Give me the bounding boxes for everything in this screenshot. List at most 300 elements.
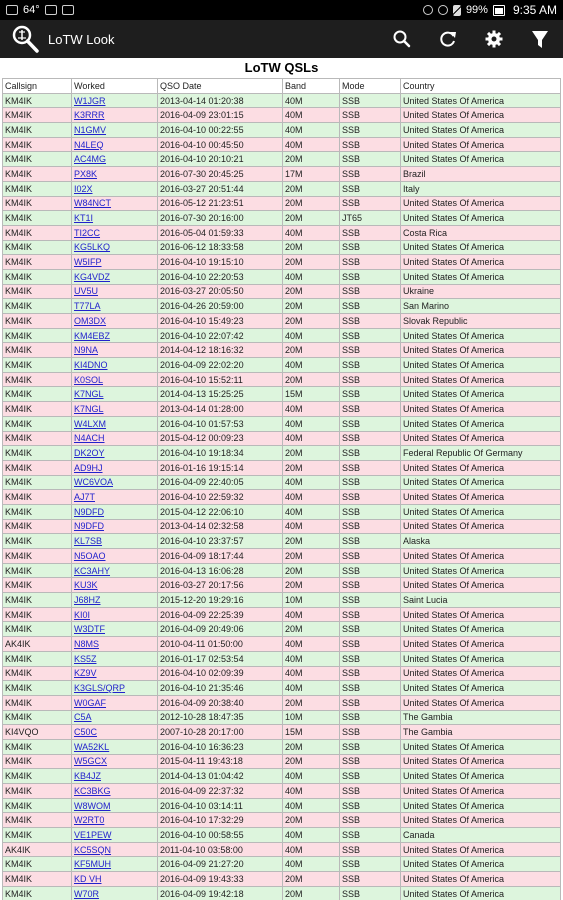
worked-callsign-link[interactable]: K0SOL [74, 374, 104, 385]
worked-cell [72, 637, 158, 652]
band-cell: 40M [283, 769, 340, 784]
table-row[interactable] [3, 681, 561, 696]
worked-callsign-link[interactable]: N5OAO [74, 550, 106, 561]
worked-callsign-link[interactable]: K7NGL [74, 389, 104, 400]
table-row[interactable] [3, 666, 561, 681]
table-row[interactable] [3, 137, 561, 152]
worked-callsign-link[interactable]: N8MS [74, 638, 100, 649]
column-header-mode[interactable]: Mode [340, 79, 401, 94]
callsign-cell: KM4IK [3, 343, 72, 358]
worked-callsign-link[interactable]: KI0I [74, 609, 91, 620]
worked-callsign-link[interactable]: W2RT0 [74, 815, 105, 826]
worked-callsign-link[interactable]: W8WOM [74, 800, 111, 811]
band-cell: 40M [283, 93, 340, 108]
qso-date-cell: 2016-04-10 20:10:21 [158, 152, 283, 167]
worked-cell [72, 549, 158, 564]
worked-cell [72, 123, 158, 138]
worked-callsign-link[interactable]: KU3K [74, 580, 98, 591]
table-row[interactable] [3, 372, 561, 387]
qso-date-cell: 2016-04-09 22:37:32 [158, 784, 283, 799]
callsign-cell: KM4IK [3, 651, 72, 666]
table-row[interactable] [3, 857, 561, 872]
worked-cell [72, 431, 158, 446]
table-row[interactable] [3, 460, 561, 475]
worked-cell [72, 666, 158, 681]
callsign-cell: KM4IK [3, 490, 72, 505]
table-row[interactable] [3, 269, 561, 284]
qso-date-cell: 2015-12-20 19:29:16 [158, 593, 283, 608]
mode-cell: JT65 [340, 211, 401, 226]
worked-cell [72, 240, 158, 255]
callsign-cell: KM4IK [3, 534, 72, 549]
table-row[interactable] [3, 563, 561, 578]
table-row[interactable] [3, 725, 561, 740]
worked-callsign-link[interactable]: AC4MG [74, 154, 107, 165]
band-cell: 40M [283, 431, 340, 446]
qso-date-cell: 2016-06-12 18:33:58 [158, 240, 283, 255]
country-cell: United States Of America [401, 416, 561, 431]
table-row[interactable] [3, 593, 561, 608]
worked-callsign-link[interactable]: KD VH [74, 873, 102, 884]
table-row[interactable] [3, 813, 561, 828]
country-cell: Alaska [401, 534, 561, 549]
gallery-icon [62, 5, 74, 15]
qso-date-cell: 2016-04-10 22:59:32 [158, 490, 283, 505]
settings-icon [484, 29, 504, 49]
mode-cell: SSB [340, 240, 401, 255]
search-icon [392, 29, 412, 49]
band-cell: 40M [283, 328, 340, 343]
worked-callsign-link[interactable]: N4ACH [74, 433, 105, 444]
qso-date-cell: 2015-04-11 19:43:18 [158, 754, 283, 769]
table-row[interactable] [3, 299, 561, 314]
country-cell: United States Of America [401, 372, 561, 387]
table-row[interactable] [3, 343, 561, 358]
qso-date-cell: 2016-04-10 17:32:29 [158, 813, 283, 828]
mode-cell: SSB [340, 196, 401, 211]
worked-cell [72, 416, 158, 431]
callsign-cell: KM4IK [3, 593, 72, 608]
table-row[interactable] [3, 93, 561, 108]
worked-callsign-link[interactable]: KS5Z [74, 653, 97, 664]
country-cell: United States Of America [401, 622, 561, 637]
worked-cell [72, 842, 158, 857]
mode-cell: SSB [340, 299, 401, 314]
worked-cell [72, 343, 158, 358]
callsign-cell: KM4IK [3, 475, 72, 490]
worked-callsign-link[interactable]: KI4DNO [74, 359, 108, 370]
callsign-cell: KM4IK [3, 607, 72, 622]
callsign-cell: KM4IK [3, 872, 72, 887]
band-cell: 20M [283, 813, 340, 828]
callsign-cell: KM4IK [3, 754, 72, 769]
table-row[interactable] [3, 416, 561, 431]
wifi-icon [453, 5, 461, 16]
mode-cell: SSB [340, 754, 401, 769]
country-cell: United States Of America [401, 842, 561, 857]
country-cell: United States Of America [401, 637, 561, 652]
table-row[interactable] [3, 431, 561, 446]
table-row[interactable] [3, 328, 561, 343]
callsign-cell: KM4IK [3, 255, 72, 270]
worked-cell [72, 593, 158, 608]
callsign-cell: KM4IK [3, 798, 72, 813]
table-row[interactable] [3, 475, 561, 490]
worked-callsign-link[interactable]: C5A [74, 712, 92, 723]
table-row[interactable] [3, 739, 561, 754]
column-header-band[interactable]: Band [283, 79, 340, 94]
table-row[interactable] [3, 108, 561, 123]
worked-callsign-link[interactable]: WA52KL [74, 741, 110, 752]
worked-callsign-link[interactable]: VE1PEW [74, 829, 112, 840]
callsign-cell: KM4IK [3, 460, 72, 475]
table-row[interactable] [3, 402, 561, 417]
table-row[interactable] [3, 446, 561, 461]
worked-callsign-link[interactable]: KC3BKG [74, 785, 111, 796]
mode-cell: SSB [340, 181, 401, 196]
worked-cell [72, 225, 158, 240]
band-cell: 20M [283, 739, 340, 754]
table-row[interactable] [3, 622, 561, 637]
table-row[interactable] [3, 284, 561, 299]
table-row[interactable] [3, 152, 561, 167]
page-title: LoTW QSLs [244, 60, 319, 75]
worked-cell [72, 578, 158, 593]
mode-cell: SSB [340, 372, 401, 387]
country-cell: United States Of America [401, 857, 561, 872]
worked-callsign-link[interactable]: K3RRR [74, 110, 105, 121]
qso-date-cell: 2015-04-12 22:06:10 [158, 504, 283, 519]
worked-callsign-link[interactable]: W1JGR [74, 95, 106, 106]
country-cell: United States Of America [401, 137, 561, 152]
qso-date-cell: 2014-04-12 18:16:32 [158, 343, 283, 358]
status-bar-left [6, 4, 74, 16]
mode-cell: SSB [340, 167, 401, 182]
country-cell: United States Of America [401, 387, 561, 402]
mode-cell: SSB [340, 593, 401, 608]
worked-cell [72, 534, 158, 549]
callsign-cell: AK4IK [3, 637, 72, 652]
table-row[interactable] [3, 358, 561, 373]
band-cell: 20M [283, 196, 340, 211]
mode-cell: SSB [340, 460, 401, 475]
worked-cell [72, 563, 158, 578]
worked-cell [72, 299, 158, 314]
mode-cell: SSB [340, 490, 401, 505]
worked-callsign-link[interactable]: N1GMV [74, 124, 107, 135]
qso-date-cell: 2016-04-10 00:22:55 [158, 123, 283, 138]
worked-callsign-link[interactable]: KG4VDZ [74, 271, 111, 282]
callsign-cell: KM4IK [3, 402, 72, 417]
mode-cell: SSB [340, 563, 401, 578]
worked-callsign-link[interactable]: PX8K [74, 168, 98, 179]
qso-date-cell: 2016-05-04 01:59:33 [158, 225, 283, 240]
callsign-cell: KM4IK [3, 431, 72, 446]
mode-cell: SSB [340, 284, 401, 299]
table-row[interactable] [3, 181, 561, 196]
worked-callsign-link[interactable]: W3DTF [74, 624, 105, 635]
worked-cell [72, 328, 158, 343]
table-row[interactable] [3, 314, 561, 329]
mode-cell: SSB [340, 269, 401, 284]
mode-cell: SSB [340, 108, 401, 123]
worked-callsign-link[interactable]: AJ7T [74, 492, 96, 503]
table-row[interactable] [3, 872, 561, 887]
band-cell: 40M [283, 475, 340, 490]
band-cell: 20M [283, 343, 340, 358]
table-row[interactable] [3, 123, 561, 138]
worked-cell [72, 211, 158, 226]
band-cell: 40M [283, 842, 340, 857]
country-cell: Costa Rica [401, 225, 561, 240]
band-cell: 20M [283, 181, 340, 196]
table-row[interactable] [3, 504, 561, 519]
table-row[interactable] [3, 710, 561, 725]
band-cell: 20M [283, 152, 340, 167]
worked-callsign-link[interactable]: KG5LKQ [74, 242, 111, 253]
band-cell: 20M [283, 446, 340, 461]
band-cell: 40M [283, 637, 340, 652]
band-cell: 20M [283, 284, 340, 299]
country-cell: The Gambia [401, 725, 561, 740]
table-row[interactable] [3, 886, 561, 900]
worked-callsign-link[interactable]: K7NGL [74, 403, 104, 414]
worked-cell [72, 651, 158, 666]
worked-callsign-link[interactable]: W0GAF [74, 697, 107, 708]
qso-date-cell: 2016-04-10 21:35:46 [158, 681, 283, 696]
battery-icon [493, 5, 505, 16]
callsign-cell: KM4IK [3, 123, 72, 138]
table-row[interactable] [3, 651, 561, 666]
band-cell: 40M [283, 681, 340, 696]
qso-date-cell: 2016-04-10 19:18:34 [158, 446, 283, 461]
worked-callsign-link[interactable]: I02X [74, 183, 93, 194]
band-cell: 20M [283, 240, 340, 255]
worked-callsign-link[interactable]: J68HZ [74, 594, 101, 605]
mode-cell: SSB [340, 152, 401, 167]
worked-callsign-link[interactable]: UV5U [74, 286, 99, 297]
country-cell: Saint Lucia [401, 593, 561, 608]
country-cell: United States Of America [401, 358, 561, 373]
table-row[interactable] [3, 255, 561, 270]
callsign-cell: KM4IK [3, 137, 72, 152]
column-header-callsign[interactable]: Callsign [3, 79, 72, 94]
worked-cell [72, 152, 158, 167]
qso-date-cell: 2016-04-10 23:37:57 [158, 534, 283, 549]
mode-cell: SSB [340, 431, 401, 446]
worked-cell [72, 167, 158, 182]
worked-callsign-link[interactable]: K3GLS/QRP [74, 683, 126, 694]
mode-cell: SSB [340, 739, 401, 754]
search-button[interactable] [379, 20, 425, 58]
filter-button[interactable] [517, 20, 563, 58]
country-cell: United States Of America [401, 578, 561, 593]
worked-cell [72, 460, 158, 475]
worked-callsign-link[interactable]: N9DFD [74, 506, 105, 517]
qso-date-cell: 2016-04-09 22:02:20 [158, 358, 283, 373]
app-bar-actions [379, 20, 563, 58]
table-row[interactable] [3, 607, 561, 622]
callsign-cell: KM4IK [3, 211, 72, 226]
qso-date-cell: 2016-07-30 20:16:00 [158, 211, 283, 226]
worked-callsign-link[interactable]: W5GCX [74, 756, 108, 767]
worked-callsign-link[interactable]: W4LXM [74, 418, 107, 429]
band-cell: 40M [283, 225, 340, 240]
country-cell: United States Of America [401, 754, 561, 769]
refresh-button[interactable] [425, 20, 471, 58]
worked-callsign-link[interactable]: N9NA [74, 345, 99, 356]
worked-callsign-link[interactable]: N9DFD [74, 521, 105, 532]
table-row[interactable] [3, 519, 561, 534]
qso-date-cell: 2014-04-13 15:25:25 [158, 387, 283, 402]
country-cell: United States Of America [401, 563, 561, 578]
callsign-cell: KM4IK [3, 152, 72, 167]
country-cell: United States Of America [401, 196, 561, 211]
mode-cell: SSB [340, 137, 401, 152]
table-row[interactable] [3, 167, 561, 182]
column-header-qso-date[interactable]: QSO Date [158, 79, 283, 94]
table-row[interactable] [3, 225, 561, 240]
table-row[interactable] [3, 240, 561, 255]
temperature-text: 64° [23, 4, 40, 16]
mode-cell: SSB [340, 651, 401, 666]
band-cell: 20M [283, 549, 340, 564]
band-cell: 15M [283, 725, 340, 740]
worked-callsign-link[interactable]: KB4JZ [74, 771, 102, 782]
qso-date-cell: 2016-03-27 20:17:56 [158, 578, 283, 593]
country-cell: San Marino [401, 299, 561, 314]
qso-date-cell: 2016-04-10 02:09:39 [158, 666, 283, 681]
table-row[interactable] [3, 578, 561, 593]
clock-text: 9:35 AM [512, 3, 557, 17]
worked-cell [72, 607, 158, 622]
callsign-cell: KM4IK [3, 416, 72, 431]
table-row[interactable] [3, 211, 561, 226]
callsign-cell: KM4IK [3, 578, 72, 593]
worked-cell [72, 710, 158, 725]
table-row[interactable] [3, 534, 561, 549]
worked-callsign-link[interactable]: WC6VOA [74, 477, 114, 488]
mode-cell: SSB [340, 314, 401, 329]
table-row[interactable] [3, 196, 561, 211]
qso-date-cell: 2016-03-27 20:05:50 [158, 284, 283, 299]
country-cell: United States Of America [401, 475, 561, 490]
callsign-cell: KM4IK [3, 886, 72, 900]
worked-callsign-link[interactable]: W5IFP [74, 257, 102, 268]
worked-callsign-link[interactable]: N4LEQ [74, 139, 104, 150]
worked-cell [72, 446, 158, 461]
qso-date-cell: 2011-04-10 03:58:00 [158, 842, 283, 857]
country-cell: United States Of America [401, 402, 561, 417]
worked-callsign-link[interactable]: KL7SB [74, 536, 103, 547]
worked-callsign-link[interactable]: C50C [74, 727, 98, 738]
table-row[interactable] [3, 490, 561, 505]
worked-cell [72, 402, 158, 417]
mode-cell: SSB [340, 607, 401, 622]
table-row[interactable] [3, 637, 561, 652]
bluetooth-icon [423, 5, 433, 15]
worked-cell [72, 284, 158, 299]
worked-callsign-link[interactable]: W70R [74, 888, 100, 899]
callsign-cell: KM4IK [3, 666, 72, 681]
callsign-cell: AK4IK [3, 842, 72, 857]
worked-callsign-link[interactable]: KZ9V [74, 668, 97, 679]
table-row[interactable] [3, 549, 561, 564]
column-header-worked[interactable]: Worked [72, 79, 158, 94]
app-logo-icon [10, 24, 40, 54]
table-row[interactable] [3, 784, 561, 799]
worked-cell [72, 387, 158, 402]
column-header-country[interactable]: Country [401, 79, 561, 94]
qso-date-cell: 2016-04-10 22:20:53 [158, 269, 283, 284]
table-row[interactable] [3, 769, 561, 784]
country-cell: United States Of America [401, 607, 561, 622]
table-row[interactable] [3, 695, 561, 710]
worked-callsign-link[interactable]: W84NCT [74, 198, 112, 209]
worked-cell [72, 255, 158, 270]
qso-date-cell: 2016-04-10 01:57:53 [158, 416, 283, 431]
worked-callsign-link[interactable]: T77LA [74, 301, 101, 312]
qso-date-cell: 2016-04-09 20:49:06 [158, 622, 283, 637]
mode-cell: SSB [340, 681, 401, 696]
notification-icon [6, 5, 18, 15]
qso-date-cell: 2016-01-17 02:53:54 [158, 651, 283, 666]
worked-cell [72, 872, 158, 887]
worked-callsign-link[interactable]: DK2OY [74, 448, 105, 459]
country-cell: United States Of America [401, 651, 561, 666]
qsl-table [2, 78, 561, 900]
band-cell: 15M [283, 387, 340, 402]
table-row[interactable] [3, 798, 561, 813]
worked-callsign-link[interactable]: KT1I [74, 213, 94, 224]
table-row[interactable] [3, 842, 561, 857]
worked-callsign-link[interactable]: KC5SQN [74, 844, 112, 855]
callsign-cell: KM4IK [3, 519, 72, 534]
worked-callsign-link[interactable]: KM4EBZ [74, 330, 111, 341]
band-cell: 20M [283, 563, 340, 578]
settings-button[interactable] [471, 20, 517, 58]
qso-date-cell: 2014-04-13 01:04:42 [158, 769, 283, 784]
band-cell: 40M [283, 402, 340, 417]
qso-date-cell: 2016-04-09 19:43:33 [158, 872, 283, 887]
band-cell: 20M [283, 314, 340, 329]
callsign-cell: KM4IK [3, 93, 72, 108]
band-cell: 40M [283, 416, 340, 431]
worked-callsign-link[interactable]: KC3AHY [74, 565, 111, 576]
worked-cell [72, 372, 158, 387]
worked-callsign-link[interactable]: AD9HJ [74, 462, 103, 473]
band-cell: 40M [283, 798, 340, 813]
mode-cell: SSB [340, 416, 401, 431]
qso-date-cell: 2016-04-10 15:49:23 [158, 314, 283, 329]
worked-callsign-link[interactable]: TI2CC [74, 227, 101, 238]
mode-cell: SSB [340, 446, 401, 461]
table-row[interactable] [3, 387, 561, 402]
mode-cell: SSB [340, 402, 401, 417]
mode-cell: SSB [340, 519, 401, 534]
table-row[interactable] [3, 754, 561, 769]
band-cell: 20M [283, 372, 340, 387]
band-cell: 40M [283, 269, 340, 284]
callsign-cell: KM4IK [3, 328, 72, 343]
band-cell: 20M [283, 460, 340, 475]
qso-date-cell: 2016-04-10 19:15:10 [158, 255, 283, 270]
worked-callsign-link[interactable]: OM3DX [74, 315, 107, 326]
country-cell: United States Of America [401, 798, 561, 813]
worked-callsign-link[interactable]: KF5MUH [74, 859, 112, 870]
table-row[interactable] [3, 828, 561, 843]
band-cell: 10M [283, 710, 340, 725]
